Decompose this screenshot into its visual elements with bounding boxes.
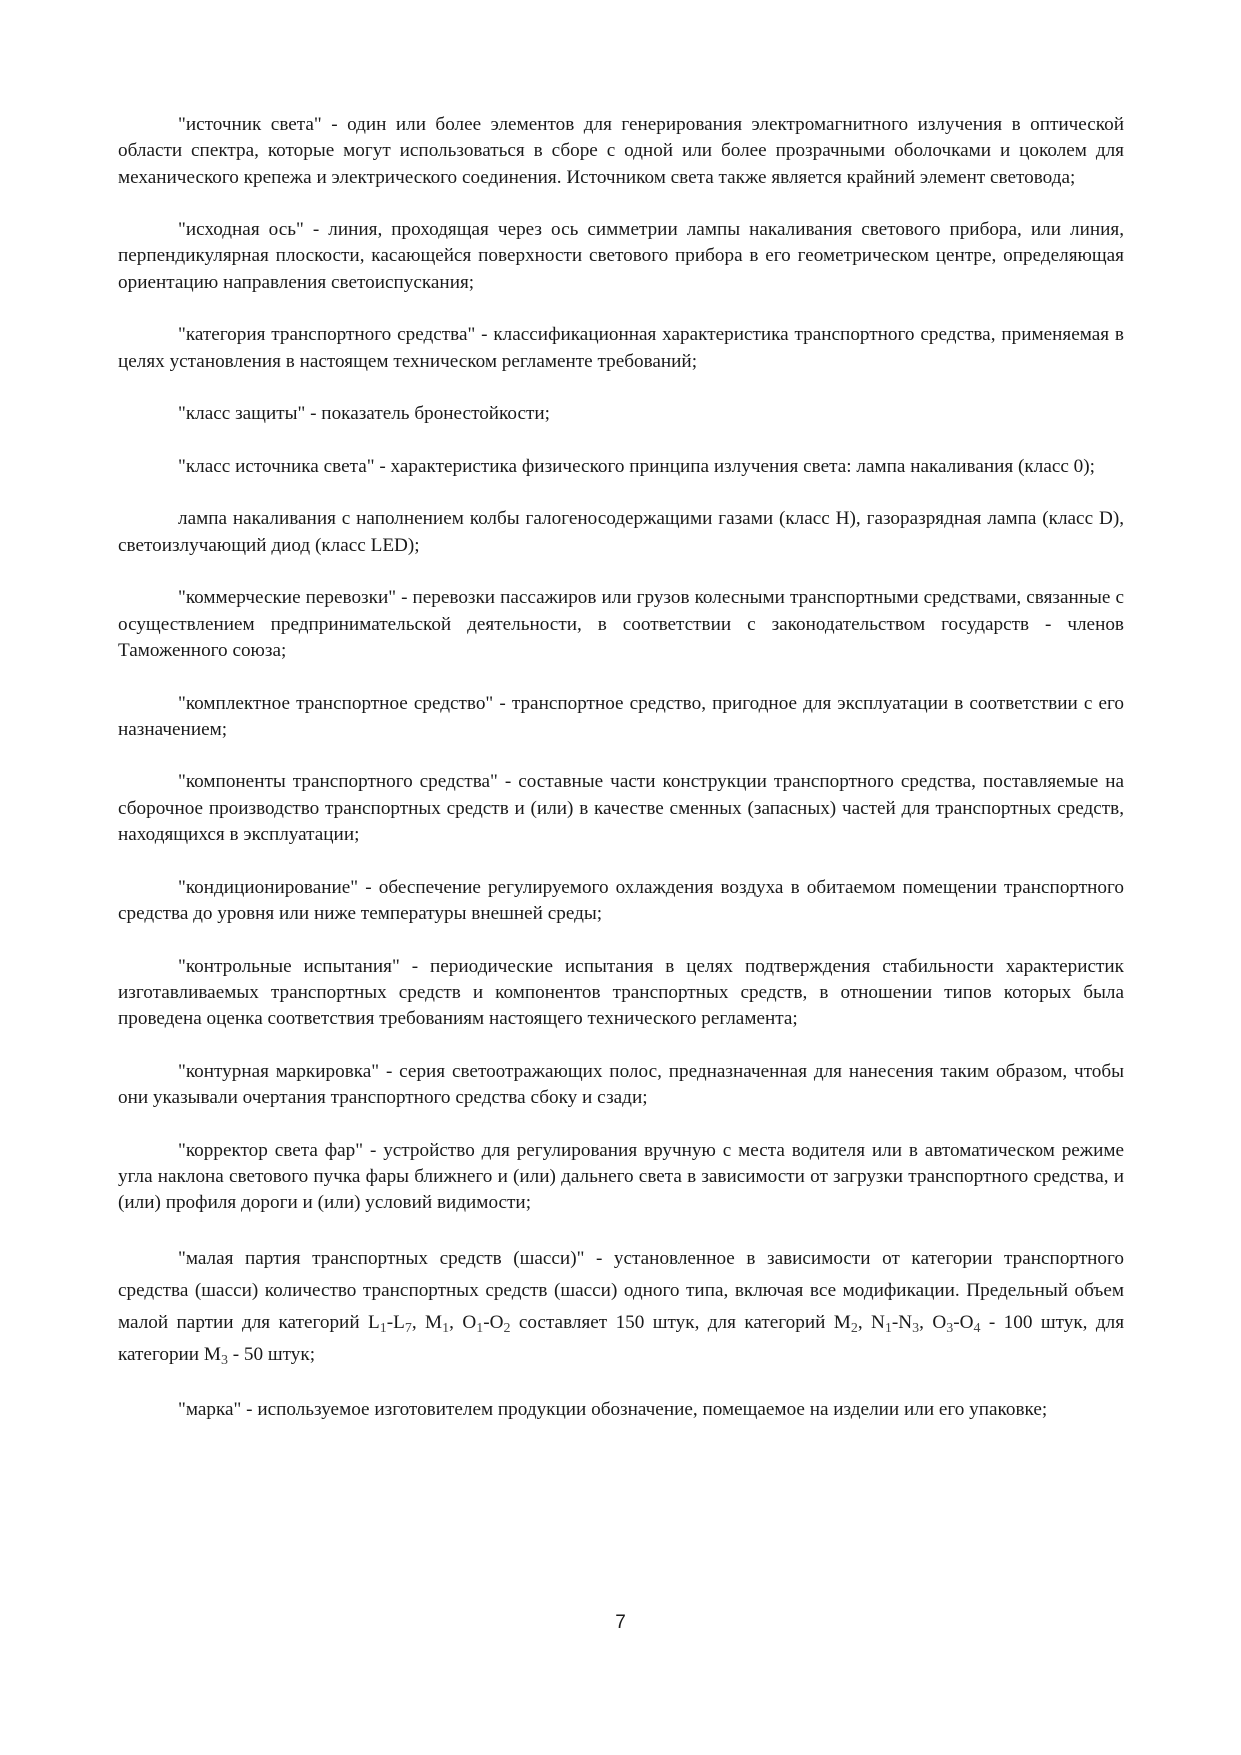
definition-complete-vehicle: "комплектное транспортное средство" - транспортное средство, пригодное для эксплуатации в соответствии с его назначением; xyxy=(118,692,1124,740)
definition-small-batch: "малая партия транспортных средств (шасси)" - установленное в зависимости от категории транспортного средства (шасси) количество транспортных средств (шасси) одного типа, включая все модификации. Предельный объем малой партии для категорий $L_1-L_7$, $M_1$, $O_1-O_2$ составляет 150 штук, для категорий $M_2$, $N_1-N_3$, $O_3-O_4 - 100$ штук, для категории $M_3 - 50$ штук; xyxy=(118,1247,1125,1368)
definition-vehicle-category: "категория транспортного средства" - классификационная характеристика транспортного средства, применяемая в целях установления в настоящем техническом регламенте требований; xyxy=(118,324,1124,372)
definition-light-source-class: "класс источника света" - характеристика физического принципа излучения света: лампа накаливания (класс 0); xyxy=(178,455,1095,477)
definition-reference-axis: "исходная ось" - линия, проходящая через ось симметрии лампы накаливания светового прибора, или линия, перпендикулярная плоскости, касающейся поверхности светового прибора в его геометрическом центре, определяющая ориентацию направления светоиспускания; xyxy=(118,219,1124,293)
definition-commercial-transport: "коммерческие перевозки" - перевозки пассажиров или грузов колесными транспортными средствами, связанные с осуществлением предпринимательской деятельности, в соответствии с законодательством государств - членов Таможенного союза; xyxy=(118,587,1124,661)
definition-lamp-types: лампа накаливания с наполнением колбы галогеносодержащими газами (класс H), газоразрядная лампа (класс D), светоизлучающий диод (класс LED); xyxy=(118,508,1124,556)
definition-light-source: "источник света" - один или более элементов для генерирования электромагнитного излучения в оптической области спектра, которые могут использоваться в сборе с одной или более прозрачными оболочками и цоколем для механического крепежа и электрического соединения. Источником света также является крайний элемент световода; xyxy=(118,114,1124,188)
definition-protection-class: "класс защиты" - показатель бронестойкости; xyxy=(178,403,550,425)
definition-control-tests: "контрольные испытания" - периодические испытания в целях подтверждения стабильности характеристик изготавливаемых транспортных средств и компонентов транспортных средств, в отношении типов которых была проведена оценка соответствия требованиям настоящего технического регламента; xyxy=(118,955,1124,1030)
definition-headlamp-leveling: "корректор света фар" - устройство для регулирования вручную с места водителя или в автоматическом режиме угла наклона светового пучка фары ближнего и (или) дальнего света в зависимости от загрузки транспортного средства, и (или) профиля дороги и (или) условий видимости; xyxy=(118,1139,1124,1214)
definition-brand: "марка" - используемое изготовителем продукции обозначение, помещаемое на изделии или его упаковке; xyxy=(178,1399,1048,1421)
document-page xyxy=(118,112,1124,1450)
page-number: 7 xyxy=(615,1612,626,1633)
definition-air-conditioning: "кондиционирование" - обеспечение регулируемого охлаждения воздуха в обитаемом помещении транспортного средства до уровня или ниже температуры внешней среды; xyxy=(118,876,1124,924)
definition-contour-marking: "контурная маркировка" - серия светоотражающих полос, предназначенная для нанесения таким образом, чтобы они указывали очертания транспортного средства сбоку и сзади; xyxy=(118,1060,1124,1108)
definition-vehicle-components: "компоненты транспортного средства" - составные части конструкции транспортного средства, поставляемые на сборочное производство транспортных средств и (или) в качестве сменных (запасных) частей для транспортных средств, находящихся в эксплуатации; xyxy=(118,771,1124,846)
